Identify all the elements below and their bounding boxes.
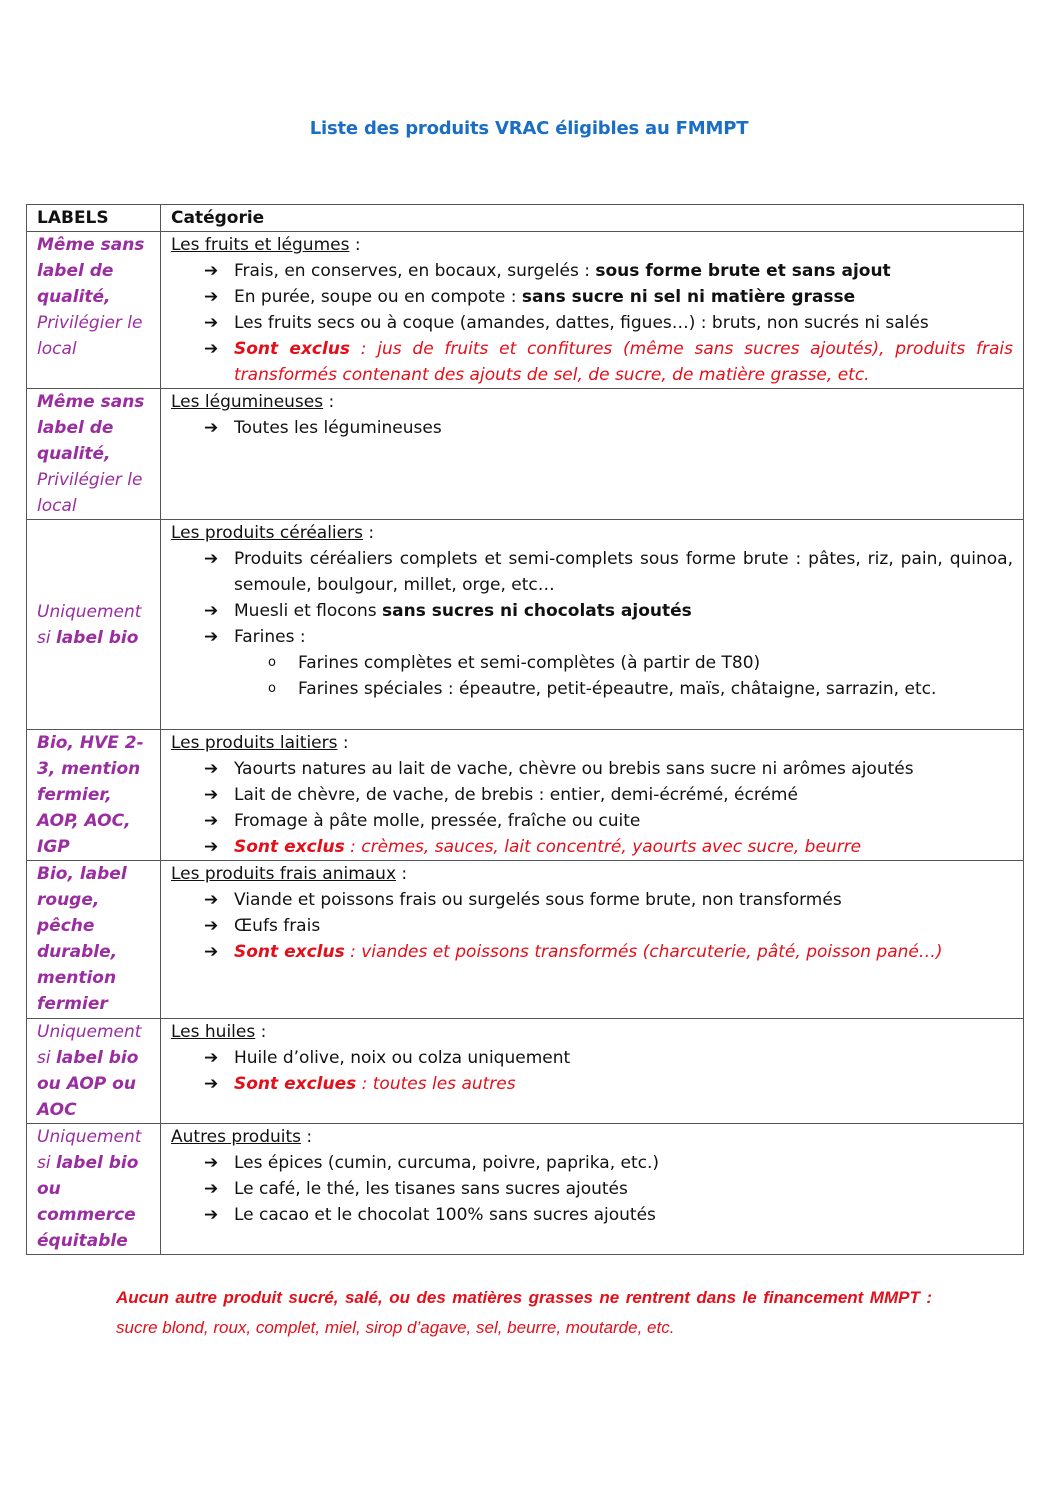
- arrow-right-icon: ➔: [204, 313, 219, 333]
- exclusion-text: : viandes et poissons transformés (charcuterie, pâté, poisson pané…): [344, 942, 943, 962]
- item-text: Frais, en conserves, en bocaux, surgelés :: [234, 261, 596, 281]
- list-item: [204, 624, 1013, 702]
- sub-list-item: [268, 650, 1013, 676]
- arrow-right-icon: ➔: [204, 1048, 219, 1068]
- arrow-right-icon: ➔: [204, 916, 219, 936]
- label-bold: label bio: [55, 627, 139, 648]
- label-bold: Même sans label de qualité,: [37, 392, 145, 464]
- label-bold: label bio ou commerce équitable: [37, 1153, 139, 1251]
- exclusion-item: [204, 336, 1013, 388]
- category-title: Les produits céréaliers: [171, 523, 363, 543]
- category-cell: [161, 232, 1024, 389]
- item-text: Le cacao et le chocolat 100% sans sucres ajoutés: [234, 1205, 656, 1225]
- list-item: [204, 756, 1013, 782]
- list-item: [204, 1150, 1013, 1176]
- header-labels: LABELS: [27, 205, 161, 232]
- arrow-right-icon: ➔: [204, 601, 219, 621]
- item-text: Œufs frais: [234, 916, 321, 936]
- label-bold: label bio ou AOP ou AOC: [37, 1048, 139, 1120]
- label-cell: [27, 1124, 161, 1255]
- category-heading: [171, 520, 1013, 546]
- label-bold: Bio, label rouge, pêche durable, mention fermier: [37, 864, 127, 1014]
- category-heading: [171, 730, 1013, 756]
- list-item: [204, 1176, 1013, 1202]
- category-title: Les huiles: [171, 1022, 256, 1042]
- list-item: [204, 598, 1013, 624]
- sub-list-item: [268, 676, 1013, 702]
- arrow-right-icon: ➔: [204, 890, 219, 910]
- exclusion-item: [204, 834, 1013, 860]
- category-title: Autres produits: [171, 1127, 302, 1147]
- exclusion-item: [204, 1071, 1013, 1097]
- table-row: [27, 1124, 1024, 1255]
- arrow-right-icon: ➔: [204, 759, 219, 779]
- table-header-row: [27, 205, 1024, 232]
- item-list: [171, 258, 1013, 388]
- label-cell: [27, 730, 161, 861]
- category-title: Les produits frais animaux: [171, 864, 397, 884]
- eligible-products-table: [26, 204, 1024, 1255]
- item-list: [171, 546, 1013, 702]
- category-colon: :: [323, 392, 335, 412]
- label-normal: Privilégier le local: [37, 313, 143, 359]
- arrow-right-icon: ➔: [204, 287, 219, 307]
- list-item: [204, 284, 1013, 310]
- label-cell: [27, 1019, 161, 1124]
- arrow-right-icon: ➔: [204, 549, 219, 569]
- category-heading: [171, 861, 1013, 887]
- list-item: [204, 1045, 1013, 1071]
- item-text: Les fruits secs ou à coque (amandes, dattes, figues…) : bruts, non sucrés ni salés: [234, 313, 929, 333]
- item-bold-text: sous forme brute et sans ajout: [595, 261, 891, 281]
- category-cell: [161, 1124, 1024, 1255]
- item-text: Les épices (cumin, curcuma, poivre, paprika, etc.): [234, 1153, 660, 1173]
- arrow-right-icon: ➔: [204, 811, 219, 831]
- item-text: Le café, le thé, les tisanes sans sucres ajoutés: [234, 1179, 628, 1199]
- table-row: [27, 389, 1024, 520]
- table-row: [27, 730, 1024, 861]
- category-cell: [161, 389, 1024, 520]
- table-row: [27, 232, 1024, 389]
- circle-bullet-icon: o: [268, 655, 276, 670]
- page-title: Liste des produits VRAC éligibles au FMMPT: [309, 118, 749, 139]
- exclusion-label: Sont exclus: [234, 837, 345, 857]
- footer-note: [116, 1283, 932, 1343]
- sub-item-text: Farines spéciales : épeautre, petit-épeautre, maïs, châtaigne, sarrazin, etc.: [298, 679, 937, 699]
- category-cell: [161, 520, 1024, 730]
- exclusion-label: Sont exclus: [234, 339, 351, 359]
- category-title: Les légumineuses: [171, 392, 324, 412]
- category-cell: [161, 1019, 1024, 1124]
- arrow-right-icon: ➔: [204, 261, 219, 281]
- category-colon: :: [255, 1022, 267, 1042]
- item-bold-text: sans sucres ni chocolats ajoutés: [382, 601, 692, 621]
- category-colon: :: [301, 1127, 313, 1147]
- category-title: Les fruits et légumes: [171, 235, 350, 255]
- item-text: Muesli et flocons: [234, 601, 383, 621]
- label-cell: [27, 520, 161, 730]
- category-colon: :: [396, 864, 408, 884]
- list-item: [204, 258, 1013, 284]
- arrow-right-icon: ➔: [204, 1205, 219, 1225]
- item-text: Produits céréaliers complets et semi-complets sous forme brute : pâtes, riz, pain, quinoa, semoule, boulgour, millet, orge, etc…: [234, 549, 1013, 595]
- label-normal: Privilégier le local: [37, 470, 143, 516]
- category-title: Les produits laitiers: [171, 733, 338, 753]
- exclusion-label: Sont exclus: [234, 942, 345, 962]
- item-text: Viande et poissons frais ou surgelés sous forme brute, non transformés: [234, 890, 842, 910]
- list-item: [204, 415, 1013, 441]
- arrow-right-icon: ➔: [204, 1153, 219, 1173]
- arrow-right-icon: ➔: [204, 418, 219, 438]
- item-list: [171, 1150, 1013, 1228]
- arrow-right-icon: ➔: [204, 942, 219, 962]
- footer-note-examples: sucre blond, roux, complet, miel, sirop d’agave, sel, beurre, moutarde, etc.: [116, 1318, 675, 1337]
- header-category: Catégorie: [161, 205, 1024, 232]
- arrow-right-icon: ➔: [204, 1074, 219, 1094]
- item-text: Yaourts natures au lait de vache, chèvre ou brebis sans sucre ni arômes ajoutés: [234, 759, 914, 779]
- exclusion-item: [204, 939, 1013, 965]
- item-bold-text: sans sucre ni sel ni matière grasse: [521, 287, 856, 307]
- label-cell: [27, 389, 161, 520]
- table-row: [27, 1019, 1024, 1124]
- item-text: Fromage à pâte molle, pressée, fraîche ou cuite: [234, 811, 641, 831]
- category-cell: [161, 861, 1024, 1019]
- arrow-right-icon: ➔: [204, 627, 219, 647]
- category-heading: [171, 389, 1013, 415]
- category-heading: [171, 1124, 1013, 1150]
- item-text: Toutes les légumineuses: [234, 418, 442, 438]
- arrow-right-icon: ➔: [204, 1179, 219, 1199]
- label-bold: Bio, HVE 2-3, mention fermier, AOP, AOC, IGP: [37, 733, 144, 857]
- list-item: [204, 310, 1013, 336]
- label-cell: [27, 861, 161, 1019]
- item-text: Huile d’olive, noix ou colza uniquement: [234, 1048, 571, 1068]
- label-bold: Même sans label de qualité,: [37, 235, 145, 307]
- circle-bullet-icon: o: [268, 681, 276, 696]
- exclusion-text: : crèmes, sauces, lait concentré, yaourts avec sucre, beurre: [344, 837, 862, 857]
- category-colon: :: [337, 733, 349, 753]
- item-list: [171, 415, 1013, 441]
- footer-note-bold: Aucun autre produit sucré, salé, ou des matières grasses ne rentrent dans le financement MMPT :: [116, 1288, 932, 1307]
- sub-item-list: [234, 650, 1013, 702]
- table-row: [27, 520, 1024, 730]
- sub-item-text: Farines complètes et semi-complètes (à partir de T80): [298, 653, 761, 673]
- category-heading: [171, 232, 1013, 258]
- item-list: [171, 756, 1013, 860]
- item-text: En purée, soupe ou en compote :: [234, 287, 522, 307]
- list-item: [204, 887, 1013, 913]
- item-list: [171, 887, 1013, 965]
- exclusion-text: : jus de fruits et confitures (même sans sucres ajoutés), produits frais transformés contenant des ajouts de sel, de sucre, de matière grasse, etc.: [234, 339, 1013, 385]
- arrow-right-icon: ➔: [204, 837, 219, 857]
- category-colon: :: [362, 523, 375, 543]
- label-prefix: Uniquement si: [37, 1127, 142, 1173]
- arrow-right-icon: ➔: [204, 339, 219, 359]
- label-prefix: Uniquement si: [37, 601, 142, 648]
- list-item: [204, 782, 1013, 808]
- exclusion-label: Sont exclues: [234, 1074, 357, 1094]
- list-item: [204, 546, 1013, 598]
- list-item: [204, 913, 1013, 939]
- exclusion-text: : toutes les autres: [356, 1074, 516, 1094]
- category-colon: :: [349, 235, 361, 255]
- list-item: [204, 808, 1013, 834]
- arrow-right-icon: ➔: [204, 785, 219, 805]
- category-cell: [161, 730, 1024, 861]
- item-text: Farines :: [234, 627, 306, 647]
- label-cell: [27, 232, 161, 389]
- list-item: [204, 1202, 1013, 1228]
- category-heading: [171, 1019, 1013, 1045]
- label-prefix: Uniquement si: [37, 1022, 142, 1068]
- item-text: Lait de chèvre, de vache, de brebis : entier, demi-écrémé, écrémé: [234, 785, 798, 805]
- table-row: [27, 861, 1024, 1019]
- item-list: [171, 1045, 1013, 1097]
